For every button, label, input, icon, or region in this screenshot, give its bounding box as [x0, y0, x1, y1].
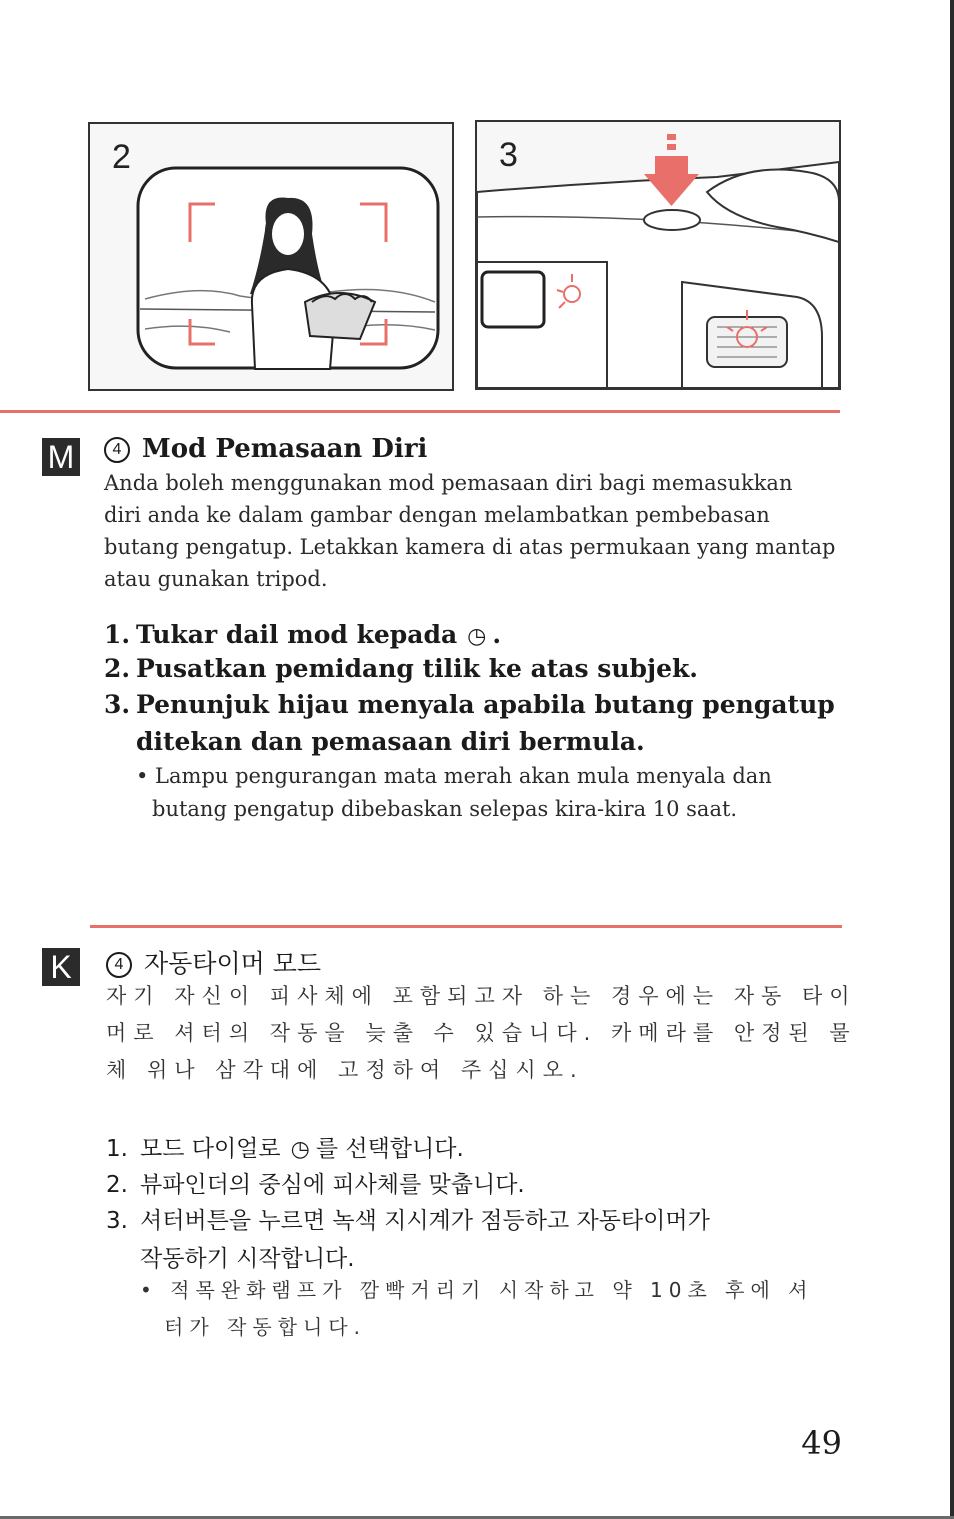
- step-3-korean: [106, 1202, 710, 1235]
- step-1-malay: [104, 620, 501, 649]
- step-text: Penunjuk hijau menyala apabila butang pengatup: [136, 690, 835, 719]
- section-divider: [90, 925, 842, 928]
- figure-viewfinder: [88, 122, 454, 391]
- step-number: 1.: [106, 1136, 128, 1162]
- step-text: 뷰파인더의 중심에 피사체를 맞춥니다.: [140, 1172, 525, 1198]
- text-line: Anda boleh menggunakan mod pemasaan diri bagi memasukkan: [104, 471, 793, 495]
- self-timer-icon: ◷: [467, 624, 487, 649]
- page-edge: [950, 0, 954, 1519]
- section-title-text: 자동타이머 모드: [144, 949, 321, 978]
- text-line: 체 위나 삼각대에 고정하여 주십시오.: [106, 1058, 584, 1082]
- viewfinder-illustration: [90, 124, 452, 389]
- intro-paragraph-malay: [104, 467, 835, 595]
- section-number: 4: [104, 437, 130, 463]
- intro-paragraph-korean: [106, 978, 857, 1089]
- step-number: 2.: [104, 654, 131, 683]
- step-number: 2.: [106, 1172, 128, 1198]
- text-line: butang pengatup dibebaskan selepas kira-kira 10 saat.: [152, 797, 738, 821]
- step-1-korean: [106, 1130, 464, 1163]
- section-number: 4: [106, 952, 132, 978]
- step-text: Tukar dail mod kepada: [136, 620, 458, 649]
- step-suffix: 를 선택합니다.: [315, 1136, 464, 1162]
- text-line: atau gunakan tripod.: [104, 567, 328, 591]
- step-3-malay: [104, 690, 835, 719]
- self-timer-icon: ◷: [290, 1137, 310, 1162]
- step-suffix: .: [492, 620, 502, 649]
- step-2-korean: [106, 1166, 525, 1199]
- figure-number: 3: [499, 136, 518, 174]
- text-line: 자기 자신이 피사체에 포함되고자 하는 경우에는 자동 타이: [106, 984, 857, 1008]
- text-line: • Lampu pengurangan mata merah akan mula menyala dan: [136, 764, 772, 788]
- section-title-malay: [104, 434, 427, 464]
- note-bullet-korean: [140, 1272, 813, 1346]
- step-number: 3.: [104, 690, 131, 719]
- step-3-continued-korean: 작동하기 시작합니다.: [140, 1246, 355, 1272]
- camera-illustration: [477, 122, 839, 388]
- figure-camera-shutter: [475, 120, 841, 390]
- step-3-continued-malay: ditekan dan pemasaan diri bermula.: [136, 727, 645, 756]
- text-line: 터가 작동합니다.: [164, 1315, 366, 1339]
- section-divider: [0, 410, 840, 413]
- text-line: diri anda ke dalam gambar dengan melambatkan pembebasan: [104, 503, 770, 527]
- step-number: 1.: [104, 620, 131, 649]
- page-number: 49: [801, 1424, 842, 1462]
- text-line: 머로 셔터의 작동을 늦출 수 있습니다. 카메라를 안정된 물: [106, 1021, 857, 1045]
- section-title-text: Mod Pemasaan Diri: [142, 434, 428, 464]
- step-text: 모드 다이얼로: [140, 1136, 281, 1162]
- step-text: 셔터버튼을 누르면 녹색 지시계가 점등하고 자동타이머가: [140, 1208, 710, 1234]
- language-badge-malay: M: [42, 438, 80, 476]
- section-title-korean: [106, 944, 321, 980]
- step-text: Pusatkan pemidang tilik ke atas subjek.: [136, 654, 698, 683]
- figure-number: 2: [112, 138, 131, 176]
- note-bullet-malay: [136, 760, 772, 826]
- language-badge-korean: K: [42, 948, 80, 986]
- text-line: • 적목완화램프가 깜빡거리기 시작하고 약 10초 후에 셔: [140, 1278, 814, 1302]
- text-line: butang pengatup. Letakkan kamera di atas permukaan yang mantap: [104, 535, 836, 559]
- step-2-malay: [104, 654, 698, 683]
- step-number: 3.: [106, 1208, 128, 1234]
